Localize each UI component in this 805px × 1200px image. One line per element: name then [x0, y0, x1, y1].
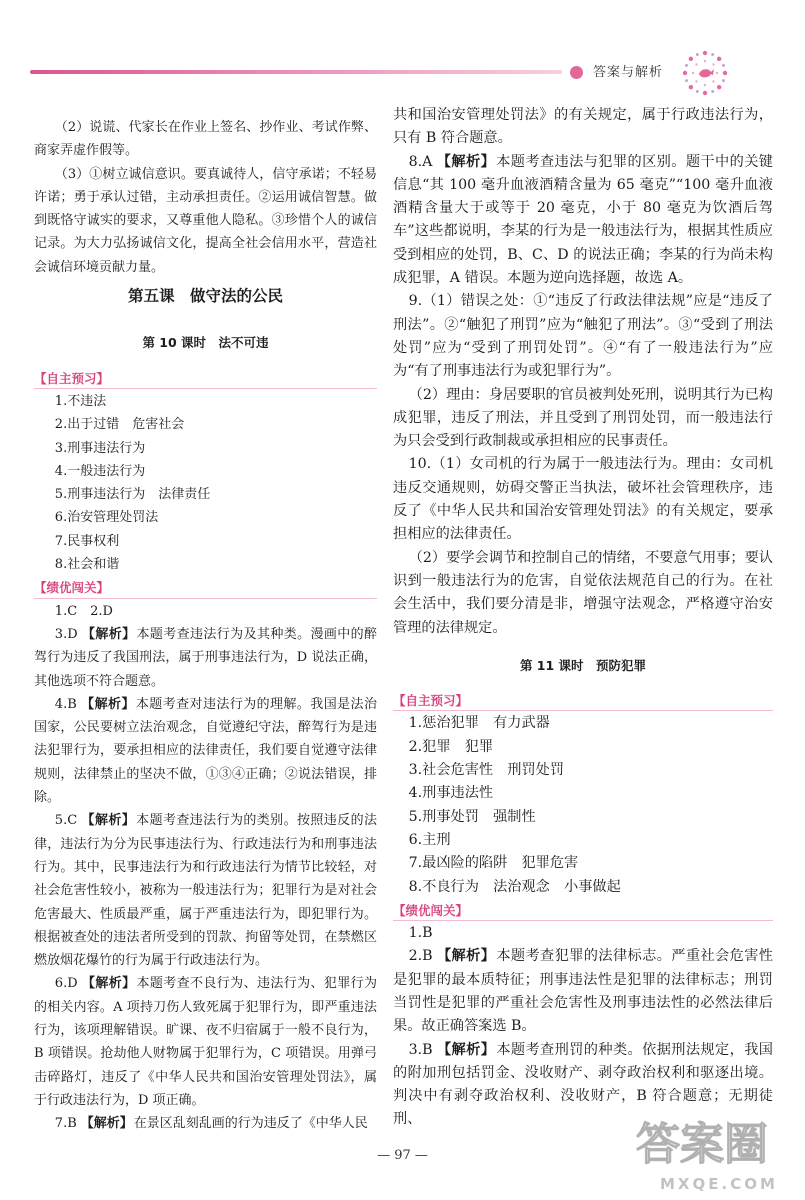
answer-3 [34, 623, 377, 693]
analysis-tag: 【解析】 [80, 1116, 133, 1132]
analysis-tag: 【解析】 [436, 1041, 496, 1058]
preview-item: 3.社会危害性 刑罚处罚 [408, 762, 565, 779]
preview-item: 7.最凶险的陷阱 犯罪危害 [408, 855, 579, 872]
watermark-site: MXQE.COM [660, 1175, 778, 1193]
answer-10-part-2: （2）要学会调节和控制自己的情绪，不要意气用事；要认识到一般违法行为的危害，自觉依法规范自己的行为。在社会生活中，我们要分清是非，增强守法观念，严格遵守治安管理的法律规定。 [393, 549, 773, 636]
answer-1-2: 1.C 2.D [54, 603, 113, 619]
answer-explanation: 在景区乱刻乱画的行为违反了《中华人民 [133, 1116, 368, 1132]
answer-number: 6.D [54, 976, 78, 992]
answer-7 [34, 1112, 377, 1135]
answer-1: 1.B [408, 925, 433, 942]
answer-2 [393, 945, 773, 1038]
answer-9-part-2: （2）理由：身居要职的官员被判处死刑，说明其行为已构成犯罪，违反了刑法，并且受到了刑罚处罚，而一般违法行为只会受到行政制裁或承担相应的民事责任。 [393, 386, 773, 450]
answer-explanation: 本题考查违法与犯罪的区别。题干中的关键信息“其 100 毫升血液酒精含量为 65 毫克”“100 毫升血液酒精含量大于或等于 20 毫克，小于 80 毫克为饮酒后驾车”这些都说明，李某的行为是一般违法行为，根据其性质应受到相应的处罚，B、C、D 的说法正确；李某的行为尚未构成犯罪，A 错误。本题为逆向选择题，故选 A。 [393, 153, 773, 287]
right-column [393, 104, 773, 1132]
lesson-10-preview-heading: 【自主预习】 [34, 367, 377, 390]
header-rule [30, 70, 562, 74]
lesson-11-title: 第 11 课时 预防犯罪 [519, 657, 647, 673]
answer-number: 3.D [54, 626, 78, 642]
answer-explanation: 本题考查不良行为、违法行为、犯罪行为的相关内容。A 项持刀伤人致死属于犯罪行为，即严重违法行为，该项理解错误。旷课、夜不归宿属于一般不良行为，B 项错误。抢劫他人财物属于犯罪行为，C 项错误。用弹弓击碎路灯，违反了《中华人民共和国治安管理处罚法》，属于行政违法行为，D 项正确。 [34, 976, 377, 1108]
preview-item: 4.一般违法行为 [54, 463, 146, 479]
lesson-10-practice-heading: 【绩优闯关】 [34, 576, 377, 599]
answer-9-part-1 [393, 290, 773, 383]
answer-7-continued: 共和国治安管理处罚法》的有关规定，属于行政违法行为，只有 B 符合题意。 [393, 107, 773, 147]
answer-explanation: 本题考查违法行为及其种类。漫画中的醉驾行为违反了我国刑法，属于刑事违法行为，D 说法正确，其他选项不符合题意。 [34, 626, 377, 689]
answer-number: 7.B [54, 1116, 77, 1132]
preview-item: 8.不良行为 法治观念 小事做起 [408, 878, 621, 895]
preview-item: 5.刑事处罚 强制性 [408, 808, 536, 825]
answer-8 [393, 151, 773, 291]
analysis-tag: 【解析】 [81, 976, 136, 992]
preview-item: 3.刑事违法行为 [54, 440, 146, 456]
answer-explanation: 本题考查对违法行为的理解。我国是法治国家，公民要树立法治观念，自觉遵纪守法，醉驾行为是违法犯罪行为，要承担相应的法律责任，我们要自觉遵守法律规则，法律禁止的坚决不做，①③④正确；②说法错误，排除。 [34, 696, 377, 806]
analysis-tag: 【解析】 [81, 626, 136, 642]
chapter-title: 第五课 做守法的公民 [127, 287, 283, 306]
answer-4 [34, 693, 377, 809]
answer-number: 2.B [408, 948, 433, 965]
prev-answer-q2: （2）说谎、代家长在作业上签名、抄作业、考试作弊、商家弄虚作假等。 [34, 120, 377, 159]
answer-explanation: （1）女司机的行为属于一般违法行为。理由：女司机违反交通规则，妨碍交警正当执法，破坏社会管理秩序，违反了《中华人民共和国治安管理处罚法》的有关规定，要承担相应的法律责任。 [393, 456, 773, 543]
answer-number: 3.B [408, 1041, 433, 1058]
flower-ornament-icon [680, 48, 730, 98]
answer-number: 8.A [408, 153, 433, 170]
answer-6 [34, 972, 377, 1112]
answer-explanation: （1）错误之处：①“违反了行政法律法规”应是“违反了刑法”。②“触犯了刑罚”应为“触犯了刑法”。③“受到了刑法处罚”应为“受到了刑罚处罚”。④“有了一般违法行为”应为“有了刑事违法行为或犯罪行为”。 [393, 293, 773, 380]
header-bullet-icon [570, 66, 583, 79]
preview-item: 1.惩治犯罪 有力武器 [408, 715, 550, 732]
lesson-11-preview-heading: 【自主预习】 [393, 689, 773, 712]
left-column [34, 116, 377, 1135]
analysis-tag: 【解析】 [80, 696, 135, 712]
preview-item: 5.刑事违法行为 法律责任 [54, 487, 211, 503]
answer-number: 4.B [54, 696, 77, 712]
lesson-10-title: 第 10 课时 法不可违 [142, 335, 269, 351]
answer-explanation: 本题考查犯罪的法律标志。严重社会危害性是犯罪的最本质特征；刑事违法性是犯罪的法律标志；刑罚当罚性是犯罪的严重社会危害性及刑事违法性的必然法律后果。故正确答案选 B。 [393, 948, 773, 1035]
lesson-11-practice-heading: 【绩优闯关】 [393, 899, 773, 922]
prev-answer-q3: （3）①树立诚信意识。要真诚待人，信守承诺；不轻易许诺；勇于承认过错，主动承担责任。②运用诚信智慧。做到既恪守诚实的要求，又尊重他人隐私。③珍惜个人的诚信记录。为大力弘扬诚信文化，提高全社会信用水平，营造社会诚信环境贡献力量。 [34, 166, 377, 275]
preview-item: 8.社会和谐 [54, 557, 120, 573]
preview-item: 2.出于过错 危害社会 [54, 417, 185, 433]
preview-item: 7.民事权利 [54, 533, 120, 549]
answer-explanation: 本题考查刑罚的种类。依据刑法规定，我国的附加刑包括罚金、没收财产、剥夺政治权利和驱逐出境。判决中有剥夺政治权利、没收财产，B 符合题意；无期徒刑、 [393, 1041, 773, 1128]
answer-number: 9. [408, 293, 423, 310]
page-number: — 97 — [377, 1148, 428, 1163]
analysis-tag: 【解析】 [81, 813, 136, 829]
watermark-logo: 答案圈 [636, 1119, 768, 1170]
analysis-tag: 【解析】 [436, 948, 496, 965]
answer-5 [34, 809, 377, 972]
preview-item: 2.犯罪 犯罪 [408, 738, 494, 755]
analysis-tag: 【解析】 [436, 153, 496, 170]
preview-item: 4.刑事违法性 [408, 785, 494, 802]
answer-10-part-1 [393, 453, 773, 546]
preview-item: 6.主刑 [408, 831, 451, 848]
answer-number: 5.C [54, 813, 78, 829]
preview-item: 1.不违法 [54, 393, 107, 409]
preview-item: 6.治安管理处罚法 [54, 510, 159, 526]
answer-explanation: 本题考查违法行为的类别。按照违反的法律，违法行为分为民事违法行为、行政违法行为和刑事违法行为。其中，民事违法行为和行政违法行为情节比较轻，对社会危害性较小，被称为一般违法行为；犯罪行为是对社会危害最大、性质最严重，属于严重违法行为，即犯罪行为。根据被查处的违法者所受到的罚款、拘留等处罚，在禁燃区燃放烟花爆竹的行为属于行政违法行为。 [34, 813, 377, 969]
answer-number: 10. [408, 456, 432, 473]
section-title: 答案与解析 [593, 65, 664, 80]
